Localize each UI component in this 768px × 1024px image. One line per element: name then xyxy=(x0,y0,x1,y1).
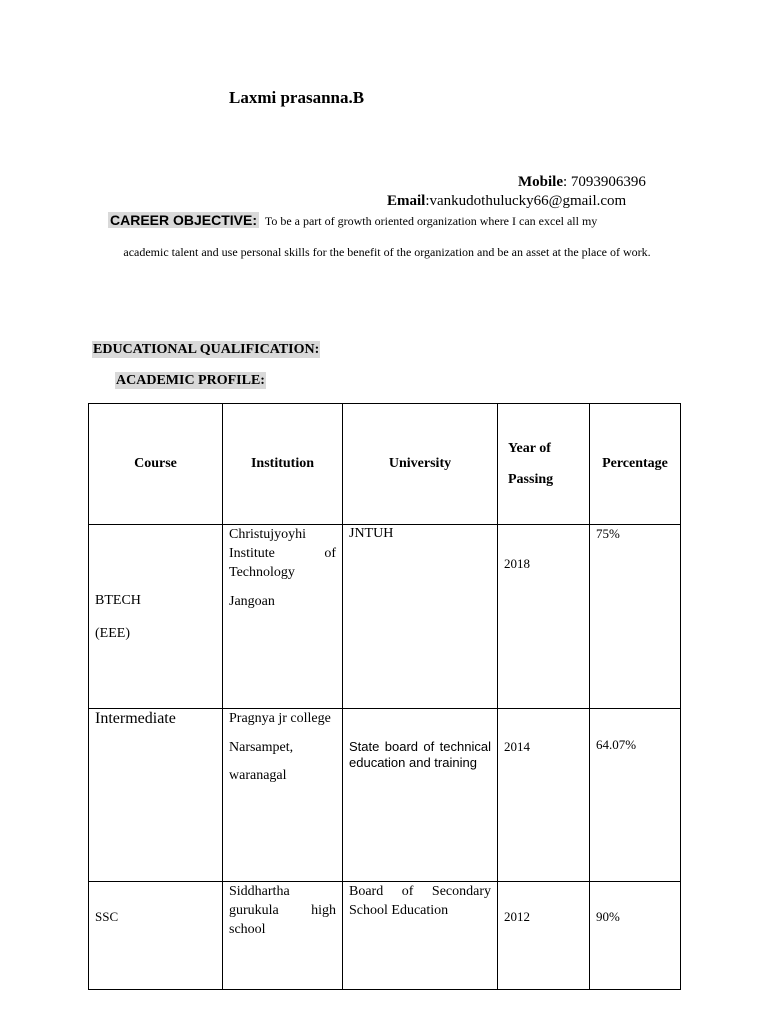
career-objective xyxy=(104,212,670,260)
cell-course xyxy=(89,882,223,990)
col-university: University xyxy=(343,404,498,525)
cell-university xyxy=(343,882,498,990)
cell-course xyxy=(89,709,223,882)
cell-percentage xyxy=(590,882,681,990)
university-name: JNTUH xyxy=(349,526,394,541)
institution-name: Pragnya jr college xyxy=(229,711,331,726)
year-value: 2018 xyxy=(504,556,530,571)
email-value: :vankudothulucky66@gmail.com xyxy=(425,193,627,209)
education-heading: EDUCATIONAL QUALIFICATION: xyxy=(93,342,320,357)
cell-year xyxy=(498,882,590,990)
cell-year xyxy=(498,525,590,709)
mobile-label: Mobile xyxy=(518,174,563,190)
col-year-line1: Year of xyxy=(508,441,551,456)
objective-line1: To be a part of growth oriented organization where I can excel all my xyxy=(264,214,598,228)
institution-district: waranagal xyxy=(229,768,287,783)
cell-course xyxy=(89,525,223,709)
cell-university xyxy=(343,709,498,882)
academic-profile-heading: ACADEMIC PROFILE: xyxy=(116,373,265,388)
email-line xyxy=(387,193,626,210)
candidate-name: Laxmi prasanna.B xyxy=(229,88,365,107)
mobile-value: : 7093906396 xyxy=(563,174,646,190)
institution-name: Christujyoyhi Institute of Technology xyxy=(229,527,336,580)
cell-percentage xyxy=(590,709,681,882)
cell-institution xyxy=(223,709,343,882)
table-row xyxy=(89,525,681,709)
cell-institution xyxy=(223,525,343,709)
course-name: Intermediate xyxy=(95,710,176,727)
cell-institution xyxy=(223,882,343,990)
col-percentage: Percentage xyxy=(590,404,681,525)
year-value: 2012 xyxy=(504,909,530,924)
email-label: Email xyxy=(387,193,426,209)
percentage-value: 90% xyxy=(596,909,620,924)
table-row xyxy=(89,882,681,990)
institution-place: Narsampet, xyxy=(229,740,294,755)
col-course: Course xyxy=(89,404,223,525)
objective-rest: academic talent and use personal skills for the benefit of the organization and be an asset at the place of work. xyxy=(123,245,651,259)
cell-year xyxy=(498,709,590,882)
col-year-line2: Passing xyxy=(508,472,554,487)
objective-heading: CAREER OBJECTIVE: xyxy=(110,212,258,228)
table-header-row xyxy=(89,404,681,525)
percentage-value: 64.07% xyxy=(596,737,637,752)
mobile-line xyxy=(518,174,646,191)
objective-first-line xyxy=(104,212,670,229)
course-name: SSC xyxy=(95,909,119,924)
percentage-value: 75% xyxy=(596,526,620,541)
col-year xyxy=(498,404,590,525)
institution-place: Jangoan xyxy=(229,594,275,609)
cell-percentage xyxy=(590,525,681,709)
col-institution: Institution xyxy=(223,404,343,525)
year-value: 2014 xyxy=(504,739,530,754)
academic-table xyxy=(88,403,681,990)
university-name: Board of Secondary School Education xyxy=(349,884,491,918)
table-row xyxy=(89,709,681,882)
institution-name: Siddhartha gurukula high school xyxy=(229,884,336,937)
cell-university xyxy=(343,525,498,709)
course-branch: (EEE) xyxy=(95,625,130,641)
university-name: State board of technical education and training xyxy=(349,739,491,770)
course-name: BTECH xyxy=(95,592,141,608)
